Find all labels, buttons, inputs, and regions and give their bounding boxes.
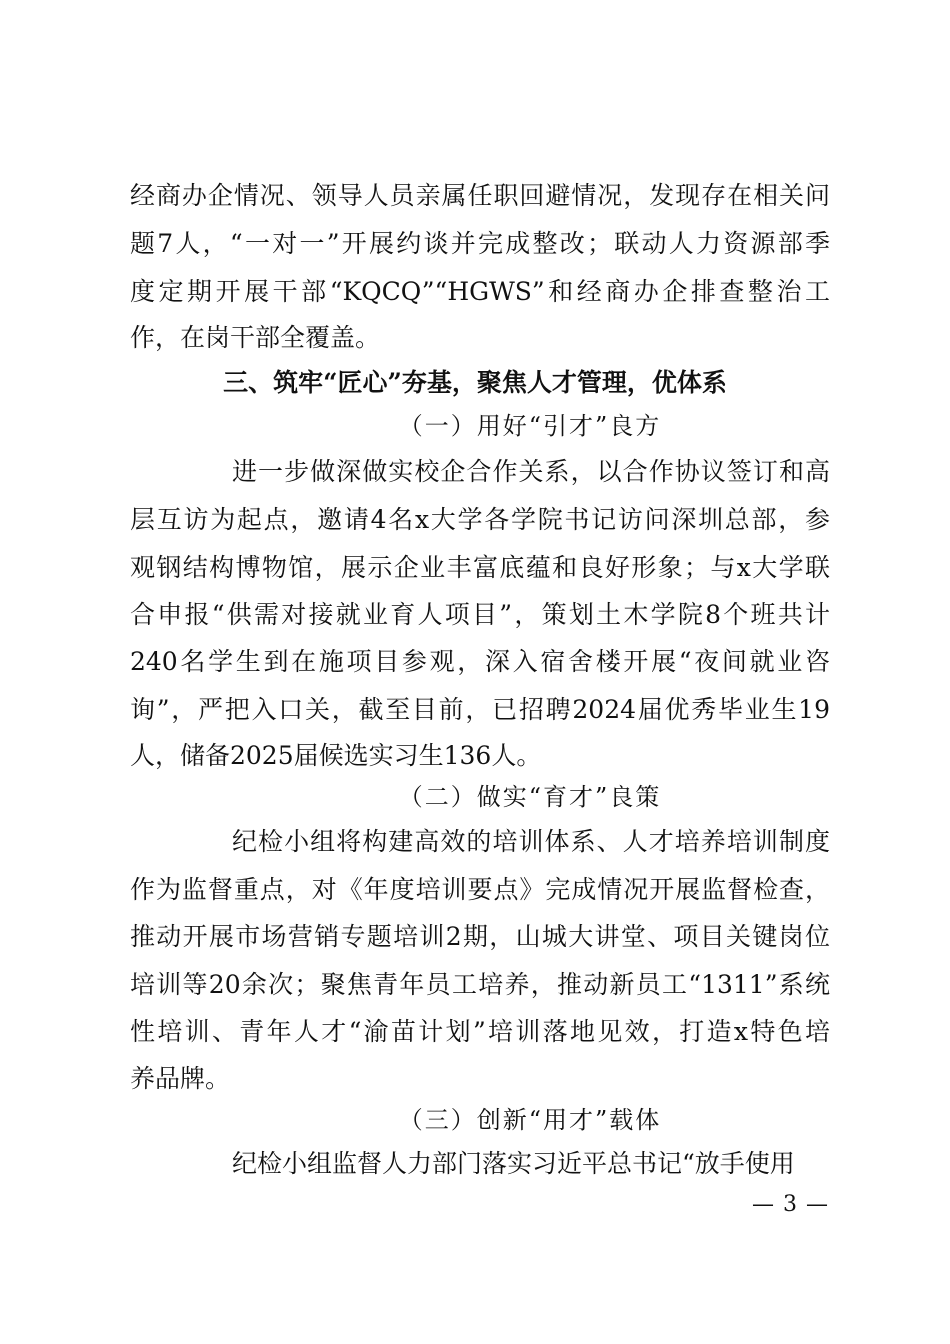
paragraph-line: 度定期开展干部“KQCQ”“HGWS”和经商办企排查整治工 — [130, 277, 830, 306]
subsection-heading: （二）做实“育才”良策 — [398, 783, 662, 811]
paragraph-line: 层互访为起点，邀请4名x大学各学院书记访问深圳总部，参 — [130, 505, 830, 534]
paragraph-line: 推动开展市场营销专题培训2期，山城大讲堂、项目关键岗位 — [130, 922, 830, 951]
paragraph-line: 题7人，“一对一”开展约谈并完成整改；联动人力资源部季 — [130, 229, 830, 258]
paragraph-line: 作，在岗干部全覆盖。 — [130, 323, 381, 352]
paragraph-line: 240名学生到在施项目参观，深入宿舍楼开展“夜间就业咨 — [130, 647, 830, 676]
paragraph-line: 合申报“供需对接就业育人项目”，策划土木学院8个班共计 — [130, 600, 830, 629]
paragraph-line: 作为监督重点，对《年度培训要点》完成情况开展监督检查， — [130, 875, 830, 904]
paragraph-line: 养品牌。 — [130, 1064, 231, 1093]
paragraph-line: 纪检小组将构建高效的培训体系、人才培养培训制度 — [232, 827, 830, 856]
section-heading: 三、筑牢“匠心”夯基，聚焦人才管理，优体系 — [223, 368, 727, 397]
paragraph-line: 培训等20余次；聚焦青年员工培养，推动新员工“1311”系统 — [130, 970, 830, 999]
paragraph-line: 性培训、青年人才“渝苗计划”培训落地见效，打造x特色培 — [130, 1017, 830, 1046]
paragraph-line: 经商办企情况、领导人员亲属任职回避情况，发现存在相关问 — [130, 181, 830, 210]
paragraph-line: 人，储备2025届候选实习生136人。 — [130, 741, 542, 770]
subsection-heading: （三）创新“用才”载体 — [398, 1106, 662, 1134]
paragraph-line: 询”，严把入口关，截至目前，已招聘2024届优秀毕业生19 — [130, 695, 830, 724]
paragraph-line: 观钢结构博物馆，展示企业丰富底蕴和良好形象；与x大学联 — [130, 553, 830, 582]
subsection-heading: （一）用好“引才”良方 — [398, 412, 662, 440]
paragraph-line: 纪检小组监督人力部门落实习近平总书记“放手使用 — [232, 1149, 795, 1178]
paragraph-line: 进一步做深做实校企合作关系，以合作协议签订和高 — [232, 457, 830, 486]
page-number: — 3 — — [752, 1192, 829, 1217]
